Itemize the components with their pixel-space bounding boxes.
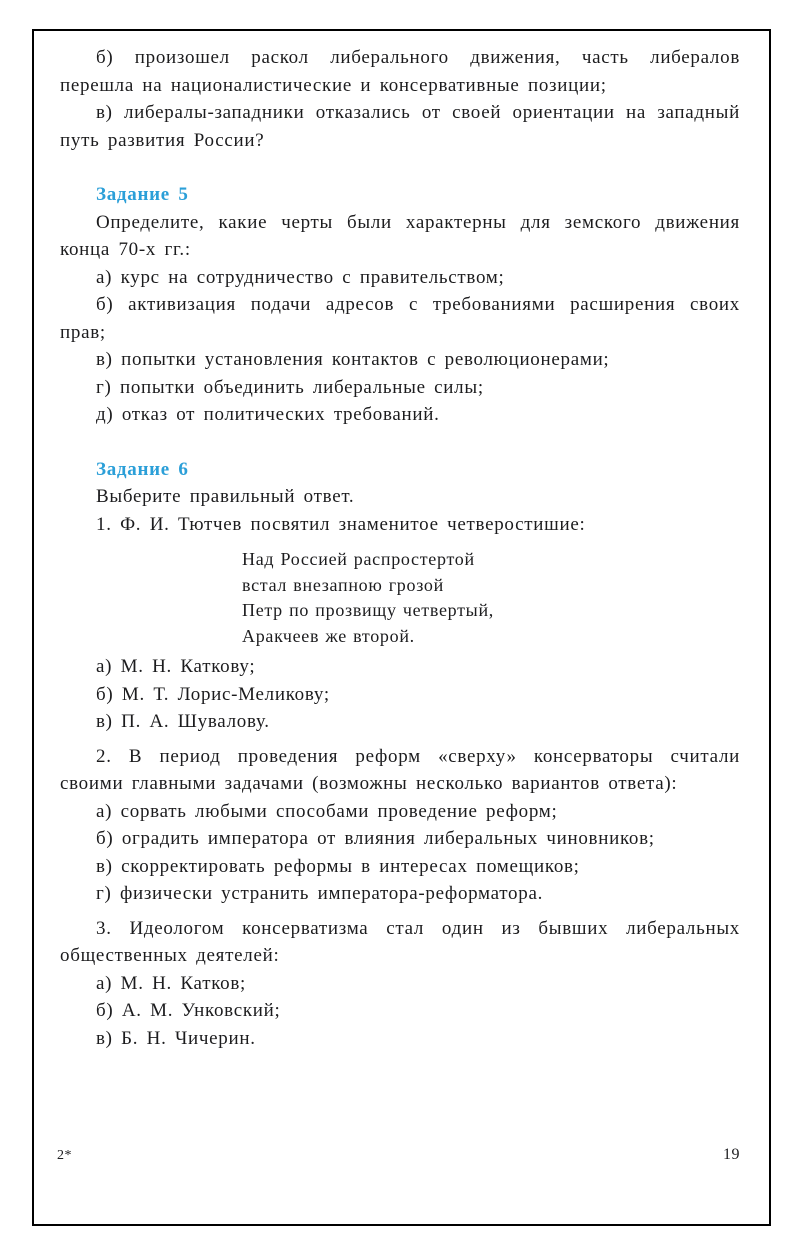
- task5-lead: Определите, какие черты были характерны для земского движения конца 70-х гг.:: [60, 211, 740, 260]
- task6-q1-option-a: а) М. Н. Каткову;: [96, 656, 256, 677]
- task6-q2-option-b: б) оградить императора от влияния либеральных чиновников;: [96, 828, 655, 849]
- task6-q2-option-v: в) скорректировать реформы в интересах помещиков;: [96, 855, 580, 877]
- page-content: [60, 44, 740, 1052]
- task5-title: Задание 5: [96, 184, 189, 205]
- verse-line: встал внезапною грозой: [242, 574, 444, 595]
- task6-q3-option-b: б) А. М. Унковский;: [96, 1000, 281, 1021]
- verse-line: Над Россией распростертой: [242, 549, 475, 569]
- quatrain: [242, 547, 740, 649]
- task6-q1-text: 1. Ф. И. Тютчев посвятил знаменитое четверостишие:: [96, 513, 586, 535]
- task5-option-g: г) попытки объединить либеральные силы;: [96, 376, 484, 398]
- verse-line: Петр по прозвищу четвертый,: [242, 600, 494, 620]
- task5-option-v: в) попытки установления контактов с революционерами;: [96, 349, 610, 370]
- signature-mark: 2*: [57, 1148, 72, 1163]
- task6-q2-option-g: г) физически устранить императора-реформатора.: [96, 883, 544, 904]
- task5-option-a: а) курс на сотрудничество с правительством;: [96, 266, 505, 288]
- task6-q3-option-v: в) Б. Н. Чичерин.: [96, 1027, 256, 1049]
- task6-q3-option-a: а) М. Н. Катков;: [96, 972, 247, 994]
- task5-option-b: б) активизация подачи адресов с требованиями расширения своих прав;: [60, 294, 740, 343]
- task6-q2-text: 2. В период проведения реформ «сверху» консерваторы считали своими главными задачами (возможны несколько вариантов ответа):: [60, 745, 740, 794]
- task6-lead: Выберите правильный ответ.: [96, 486, 355, 507]
- prev-task-option-v: в) либералы-западники отказались от своей ориентации на западный путь развития России?: [60, 102, 740, 151]
- task6-q3-text: 3. Идеологом консерватизма стал один из бывших либеральных общественных деятелей:: [60, 917, 740, 966]
- task6-q1-option-v: в) П. А. Шувалову.: [96, 711, 270, 732]
- prev-task-option-b: б) произошел раскол либерального движения, часть либералов перешла на националистические и консервативные позиции;: [60, 47, 740, 96]
- verse-line: Аракчеев же второй.: [242, 625, 415, 646]
- task6-title: Задание 6: [96, 458, 189, 480]
- task5-option-d: д) отказ от политических требований.: [96, 404, 440, 425]
- page-footer: [57, 1146, 740, 1164]
- page-number: 19: [723, 1146, 740, 1163]
- task6-q2-option-a: а) сорвать любыми способами проведение реформ;: [96, 800, 558, 822]
- task6-q1-option-b: б) М. Т. Лорис-Меликову;: [96, 683, 330, 705]
